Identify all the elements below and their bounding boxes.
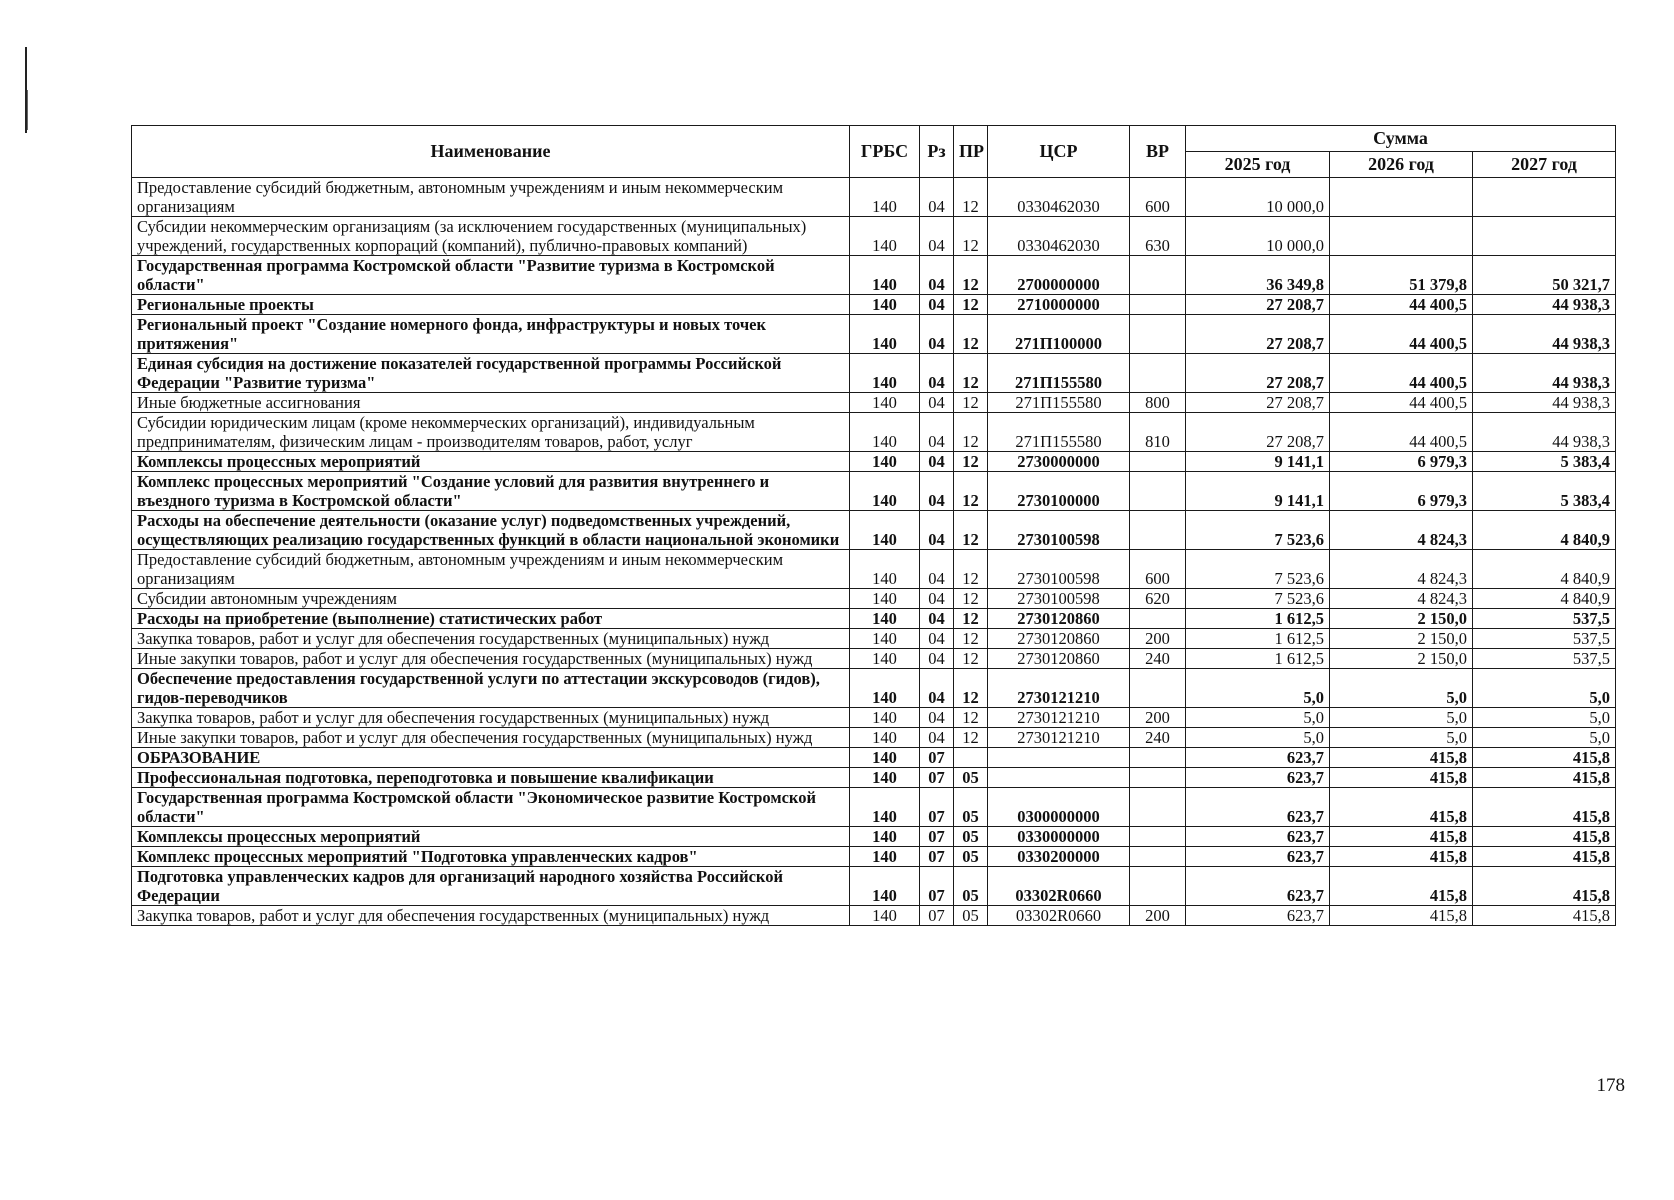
table-cell-2027: 5,0: [1473, 728, 1616, 748]
table-row: [132, 847, 1616, 867]
table-cell-csr: 0330200000: [988, 847, 1130, 867]
page-number: 178: [1596, 1075, 1625, 1096]
table-cell-2025: 5,0: [1186, 708, 1330, 728]
table-cell-grbs: 140: [850, 708, 920, 728]
table-cell-csr: 2730121210: [988, 728, 1130, 748]
table-row: [132, 511, 1616, 550]
table-cell-2026: 5,0: [1330, 669, 1473, 708]
table-cell-pr: 12: [954, 728, 988, 748]
table-cell-2027: 4 840,9: [1473, 511, 1616, 550]
table-cell-2025: 7 523,6: [1186, 589, 1330, 609]
table-cell-vr: [1130, 768, 1186, 788]
table-cell-csr: 2710000000: [988, 295, 1130, 315]
table-row: [132, 178, 1616, 217]
table-cell-2025: 36 349,8: [1186, 256, 1330, 295]
table-cell-pr: 12: [954, 511, 988, 550]
table-cell-grbs: 140: [850, 589, 920, 609]
table-cell-vr: 240: [1130, 728, 1186, 748]
table-cell-rz: 07: [920, 788, 954, 827]
table-cell-name: Государственная программа Костромской области "Развитие туризма в Костромской области": [132, 256, 850, 295]
table-cell-name: Профессиональная подготовка, переподготовка и повышение квалификации: [132, 768, 850, 788]
table-row: [132, 354, 1616, 393]
table-cell-grbs: 140: [850, 354, 920, 393]
table-cell-vr: [1130, 511, 1186, 550]
table-cell-2027: 4 840,9: [1473, 550, 1616, 589]
table-row: [132, 393, 1616, 413]
table-row: [132, 649, 1616, 669]
table-cell-2025: 10 000,0: [1186, 217, 1330, 256]
table-row: [132, 867, 1616, 906]
table-cell-2026: 4 824,3: [1330, 511, 1473, 550]
table-cell-2026: 415,8: [1330, 788, 1473, 827]
table-cell-2027: 5 383,4: [1473, 452, 1616, 472]
table-cell-grbs: 140: [850, 847, 920, 867]
table-cell-name: Единая субсидия на достижение показателей государственной программы Российской Федерации "Развитие туризма": [132, 354, 850, 393]
table-cell-2027: 415,8: [1473, 788, 1616, 827]
table-cell-grbs: 140: [850, 906, 920, 926]
header-csr: ЦСР: [988, 126, 1130, 178]
table-cell-2027: 5,0: [1473, 669, 1616, 708]
table-cell-vr: 240: [1130, 649, 1186, 669]
table-cell-2027: 537,5: [1473, 629, 1616, 649]
table-cell-2026: 44 400,5: [1330, 354, 1473, 393]
table-cell-grbs: 140: [850, 768, 920, 788]
table-cell-grbs: 140: [850, 788, 920, 827]
table-cell-2027: 415,8: [1473, 827, 1616, 847]
table-cell-pr: 12: [954, 629, 988, 649]
table-cell-pr: 12: [954, 256, 988, 295]
table-cell-rz: 07: [920, 847, 954, 867]
table-cell-grbs: 140: [850, 315, 920, 354]
table-cell-csr: 2730000000: [988, 452, 1130, 472]
table-cell-rz: 04: [920, 295, 954, 315]
table-cell-name: Комплексы процессных мероприятий: [132, 827, 850, 847]
table-cell-2027: 537,5: [1473, 649, 1616, 669]
header-sum: Сумма: [1186, 126, 1616, 152]
table-cell-2026: 44 400,5: [1330, 315, 1473, 354]
table-cell-2026: 6 979,3: [1330, 472, 1473, 511]
table-row: [132, 217, 1616, 256]
table-cell-pr: 12: [954, 452, 988, 472]
table-cell-csr: 2730121210: [988, 708, 1130, 728]
table-cell-rz: 04: [920, 609, 954, 629]
table-cell-csr: 2700000000: [988, 256, 1130, 295]
table-cell-vr: [1130, 354, 1186, 393]
table-cell-2025: 5,0: [1186, 728, 1330, 748]
table-cell-2026: 44 400,5: [1330, 295, 1473, 315]
table-cell-rz: 04: [920, 589, 954, 609]
table-cell-rz: 07: [920, 748, 954, 768]
header-rz: Рз: [920, 126, 954, 178]
table-cell-2026: 4 824,3: [1330, 589, 1473, 609]
table-cell-rz: 04: [920, 649, 954, 669]
table-cell-vr: [1130, 256, 1186, 295]
table-cell-name: Комплекс процессных мероприятий "Подготовка управленческих кадров": [132, 847, 850, 867]
table-cell-name: Закупка товаров, работ и услуг для обеспечения государственных (муниципальных) нужд: [132, 906, 850, 926]
table-cell-2026: 44 400,5: [1330, 393, 1473, 413]
table-cell-csr: [988, 748, 1130, 768]
table-cell-rz: 04: [920, 550, 954, 589]
table-cell-pr: 12: [954, 669, 988, 708]
table-row: [132, 589, 1616, 609]
table-cell-rz: 04: [920, 354, 954, 393]
table-cell-pr: 12: [954, 217, 988, 256]
table-cell-2025: 10 000,0: [1186, 178, 1330, 217]
table-cell-2025: 7 523,6: [1186, 511, 1330, 550]
table-cell-name: Комплекс процессных мероприятий "Создание условий для развития внутреннего и въездного туризма в Костромской области": [132, 472, 850, 511]
table-cell-csr: 0330462030: [988, 178, 1130, 217]
budget-table: [131, 125, 1616, 926]
table-cell-rz: 04: [920, 413, 954, 452]
table-cell-pr: 05: [954, 768, 988, 788]
table-cell-2026: 415,8: [1330, 867, 1473, 906]
table-cell-2026: 2 150,0: [1330, 629, 1473, 649]
table-cell-2027: 415,8: [1473, 768, 1616, 788]
table-cell-rz: 04: [920, 708, 954, 728]
table-row: [132, 669, 1616, 708]
table-cell-pr: 12: [954, 472, 988, 511]
header-name: Наименование: [132, 126, 850, 178]
table-cell-2027: 415,8: [1473, 906, 1616, 926]
table-cell-vr: 600: [1130, 550, 1186, 589]
table-cell-name: ОБРАЗОВАНИЕ: [132, 748, 850, 768]
table-cell-rz: 04: [920, 669, 954, 708]
table-cell-2027: 415,8: [1473, 748, 1616, 768]
table-cell-2027: [1473, 217, 1616, 256]
table-cell-pr: 12: [954, 708, 988, 728]
table-cell-2026: [1330, 217, 1473, 256]
table-cell-rz: 07: [920, 867, 954, 906]
table-cell-pr: 12: [954, 609, 988, 629]
table-cell-grbs: 140: [850, 511, 920, 550]
table-cell-2025: 623,7: [1186, 847, 1330, 867]
table-cell-name: Предоставление субсидий бюджетным, автономным учреждениям и иным некоммерческим организациям: [132, 178, 850, 217]
table-cell-csr: 2730120860: [988, 609, 1130, 629]
table-cell-csr: 03302R0660: [988, 867, 1130, 906]
table-cell-2025: 27 208,7: [1186, 354, 1330, 393]
header-year-2025: 2025 год: [1186, 152, 1330, 178]
table-cell-2025: 623,7: [1186, 906, 1330, 926]
table-cell-rz: 04: [920, 178, 954, 217]
table-cell-grbs: 140: [850, 452, 920, 472]
margin-mark: [27, 90, 28, 130]
table-cell-grbs: 140: [850, 649, 920, 669]
table-cell-pr: [954, 748, 988, 768]
table-cell-rz: 04: [920, 393, 954, 413]
table-cell-grbs: 140: [850, 295, 920, 315]
table-cell-2026: 415,8: [1330, 827, 1473, 847]
table-cell-pr: 05: [954, 906, 988, 926]
table-cell-name: Предоставление субсидий бюджетным, автономным учреждениям и иным некоммерческим организациям: [132, 550, 850, 589]
table-cell-name: Региональный проект "Создание номерного фонда, инфраструктуры и новых точек притяжения": [132, 315, 850, 354]
table-cell-2025: 7 523,6: [1186, 550, 1330, 589]
table-cell-rz: 04: [920, 472, 954, 511]
header-row: [132, 126, 1616, 152]
table-cell-grbs: 140: [850, 413, 920, 452]
table-cell-pr: 12: [954, 354, 988, 393]
table-cell-vr: 620: [1130, 589, 1186, 609]
table-cell-name: Подготовка управленческих кадров для организаций народного хозяйства Российской Федерации: [132, 867, 850, 906]
table-cell-vr: [1130, 867, 1186, 906]
table-row: [132, 728, 1616, 748]
table-cell-2027: 44 938,3: [1473, 393, 1616, 413]
table-cell-vr: [1130, 669, 1186, 708]
table-cell-csr: 2730100598: [988, 589, 1130, 609]
table-cell-vr: 800: [1130, 393, 1186, 413]
header-vr: ВР: [1130, 126, 1186, 178]
table-cell-grbs: 140: [850, 728, 920, 748]
table-cell-csr: 2730100598: [988, 550, 1130, 589]
table-cell-rz: 07: [920, 827, 954, 847]
header-year-2026: 2026 год: [1330, 152, 1473, 178]
table-cell-2027: 44 938,3: [1473, 315, 1616, 354]
table-cell-name: Иные бюджетные ассигнования: [132, 393, 850, 413]
table-cell-vr: [1130, 748, 1186, 768]
table-cell-rz: 04: [920, 511, 954, 550]
table-cell-pr: 05: [954, 788, 988, 827]
table-cell-2026: 44 400,5: [1330, 413, 1473, 452]
table-cell-grbs: 140: [850, 393, 920, 413]
table-row: [132, 295, 1616, 315]
table-cell-rz: 07: [920, 906, 954, 926]
table-cell-2027: 415,8: [1473, 847, 1616, 867]
table-row: [132, 256, 1616, 295]
table-cell-2026: 415,8: [1330, 748, 1473, 768]
table-row: [132, 708, 1616, 728]
table-cell-grbs: 140: [850, 748, 920, 768]
table-cell-csr: 0330000000: [988, 827, 1130, 847]
header-grbs: ГРБС: [850, 126, 920, 178]
table-cell-2027: 4 840,9: [1473, 589, 1616, 609]
table-cell-2027: 415,8: [1473, 867, 1616, 906]
table-cell-2025: 27 208,7: [1186, 413, 1330, 452]
table-cell-name: Закупка товаров, работ и услуг для обеспечения государственных (муниципальных) нужд: [132, 629, 850, 649]
table-cell-pr: 12: [954, 295, 988, 315]
table-cell-rz: 04: [920, 217, 954, 256]
table-cell-csr: [988, 768, 1130, 788]
table-cell-2025: 1 612,5: [1186, 629, 1330, 649]
table-row: [132, 609, 1616, 629]
table-cell-2025: 623,7: [1186, 788, 1330, 827]
table-cell-name: Обеспечение предоставления государственной услуги по аттестации экскурсоводов (гидов), гидов-переводчиков: [132, 669, 850, 708]
table-row: [132, 768, 1616, 788]
table-cell-name: Субсидии юридическим лицам (кроме некоммерческих организаций), индивидуальным предпринимателям, физическим лицам - производителям товаров, работ, услуг: [132, 413, 850, 452]
table-cell-2027: [1473, 178, 1616, 217]
table-cell-name: Расходы на приобретение (выполнение) статистических работ: [132, 609, 850, 629]
table-row: [132, 906, 1616, 926]
table-cell-pr: 05: [954, 847, 988, 867]
table-cell-grbs: 140: [850, 867, 920, 906]
table-cell-2027: 5 383,4: [1473, 472, 1616, 511]
table-cell-2026: 5,0: [1330, 708, 1473, 728]
table-cell-grbs: 140: [850, 472, 920, 511]
table-row: [132, 550, 1616, 589]
table-cell-pr: 12: [954, 315, 988, 354]
table-cell-2026: 415,8: [1330, 768, 1473, 788]
table-cell-name: Комплексы процессных мероприятий: [132, 452, 850, 472]
table-cell-csr: 271П100000: [988, 315, 1130, 354]
table-cell-vr: [1130, 788, 1186, 827]
table-cell-2026: 415,8: [1330, 906, 1473, 926]
table-cell-csr: 0300000000: [988, 788, 1130, 827]
table-cell-2025: 9 141,1: [1186, 452, 1330, 472]
table-cell-2025: 623,7: [1186, 748, 1330, 768]
table-cell-2027: 44 938,3: [1473, 295, 1616, 315]
table-cell-2027: 5,0: [1473, 708, 1616, 728]
table-cell-2026: 51 379,8: [1330, 256, 1473, 295]
table-cell-pr: 12: [954, 413, 988, 452]
table-cell-pr: 05: [954, 867, 988, 906]
table-cell-csr: 0330462030: [988, 217, 1130, 256]
table-cell-vr: [1130, 452, 1186, 472]
table-cell-pr: 05: [954, 827, 988, 847]
table-cell-2025: 27 208,7: [1186, 315, 1330, 354]
table-cell-2025: 1 612,5: [1186, 609, 1330, 629]
table-row: [132, 788, 1616, 827]
table-cell-vr: 200: [1130, 906, 1186, 926]
table-cell-name: Закупка товаров, работ и услуг для обеспечения государственных (муниципальных) нужд: [132, 708, 850, 728]
table-cell-2025: 623,7: [1186, 827, 1330, 847]
table-cell-2026: 4 824,3: [1330, 550, 1473, 589]
table-cell-grbs: 140: [850, 178, 920, 217]
table-cell-grbs: 140: [850, 217, 920, 256]
table-cell-2025: 27 208,7: [1186, 393, 1330, 413]
table-cell-2026: 6 979,3: [1330, 452, 1473, 472]
table-cell-pr: 12: [954, 649, 988, 669]
table-cell-2025: 1 612,5: [1186, 649, 1330, 669]
table-cell-csr: 03302R0660: [988, 906, 1130, 926]
table-cell-csr: 2730121210: [988, 669, 1130, 708]
table-cell-csr: 271П155580: [988, 393, 1130, 413]
header-pr: ПР: [954, 126, 988, 178]
table-cell-2026: 5,0: [1330, 728, 1473, 748]
table-cell-rz: 07: [920, 768, 954, 788]
table-cell-vr: 200: [1130, 629, 1186, 649]
table-cell-name: Расходы на обеспечение деятельности (оказание услуг) подведомственных учреждений, осуществляющих реализацию государственных функций в области национальной экономики: [132, 511, 850, 550]
header-year-2027: 2027 год: [1473, 152, 1616, 178]
table-cell-name: Субсидии некоммерческим организациям (за исключением государственных (муниципальных) учреждений, государственных корпораций (компаний), публично-правовых компаний): [132, 217, 850, 256]
table-cell-rz: 04: [920, 452, 954, 472]
table-cell-grbs: 140: [850, 609, 920, 629]
table-cell-vr: [1130, 847, 1186, 867]
table-row: [132, 827, 1616, 847]
table-cell-2025: 27 208,7: [1186, 295, 1330, 315]
table-cell-name: Региональные проекты: [132, 295, 850, 315]
table-cell-name: Субсидии автономным учреждениям: [132, 589, 850, 609]
table-row: [132, 472, 1616, 511]
table-cell-vr: 630: [1130, 217, 1186, 256]
table-cell-grbs: 140: [850, 550, 920, 589]
table-cell-2026: [1330, 178, 1473, 217]
table-cell-2026: 2 150,0: [1330, 609, 1473, 629]
table-cell-2027: 50 321,7: [1473, 256, 1616, 295]
table-cell-pr: 12: [954, 178, 988, 217]
table-cell-pr: 12: [954, 550, 988, 589]
table-cell-2027: 44 938,3: [1473, 354, 1616, 393]
table-row: [132, 452, 1616, 472]
table-cell-csr: 2730120860: [988, 629, 1130, 649]
table-cell-rz: 04: [920, 256, 954, 295]
table-cell-vr: [1130, 295, 1186, 315]
table-cell-grbs: 140: [850, 827, 920, 847]
table-cell-2026: 2 150,0: [1330, 649, 1473, 669]
table-cell-pr: 12: [954, 393, 988, 413]
table-row: [132, 413, 1616, 452]
table-cell-vr: 810: [1130, 413, 1186, 452]
table-cell-2027: 44 938,3: [1473, 413, 1616, 452]
table-cell-grbs: 140: [850, 669, 920, 708]
table-cell-2025: 5,0: [1186, 669, 1330, 708]
table-cell-vr: 200: [1130, 708, 1186, 728]
table-cell-rz: 04: [920, 315, 954, 354]
table-cell-rz: 04: [920, 629, 954, 649]
table-cell-grbs: 140: [850, 629, 920, 649]
table-cell-name: Иные закупки товаров, работ и услуг для обеспечения государственных (муниципальных) нужд: [132, 728, 850, 748]
table-cell-vr: 600: [1130, 178, 1186, 217]
table-cell-csr: 2730120860: [988, 649, 1130, 669]
table-cell-csr: 271П155580: [988, 354, 1130, 393]
table-cell-vr: [1130, 472, 1186, 511]
table-cell-csr: 2730100000: [988, 472, 1130, 511]
table-row: [132, 748, 1616, 768]
table-cell-2027: 537,5: [1473, 609, 1616, 629]
table-cell-vr: [1130, 315, 1186, 354]
table-row: [132, 315, 1616, 354]
table-cell-vr: [1130, 609, 1186, 629]
table-cell-2025: 623,7: [1186, 768, 1330, 788]
table-cell-csr: 271П155580: [988, 413, 1130, 452]
table-cell-name: Иные закупки товаров, работ и услуг для обеспечения государственных (муниципальных) нужд: [132, 649, 850, 669]
table-cell-rz: 04: [920, 728, 954, 748]
table-cell-name: Государственная программа Костромской области "Экономическое развитие Костромской области": [132, 788, 850, 827]
table-cell-vr: [1130, 827, 1186, 847]
table-cell-2026: 415,8: [1330, 847, 1473, 867]
table-row: [132, 629, 1616, 649]
table-cell-csr: 2730100598: [988, 511, 1130, 550]
table-cell-grbs: 140: [850, 256, 920, 295]
table-cell-2025: 623,7: [1186, 867, 1330, 906]
table-cell-2025: 9 141,1: [1186, 472, 1330, 511]
table-cell-pr: 12: [954, 589, 988, 609]
